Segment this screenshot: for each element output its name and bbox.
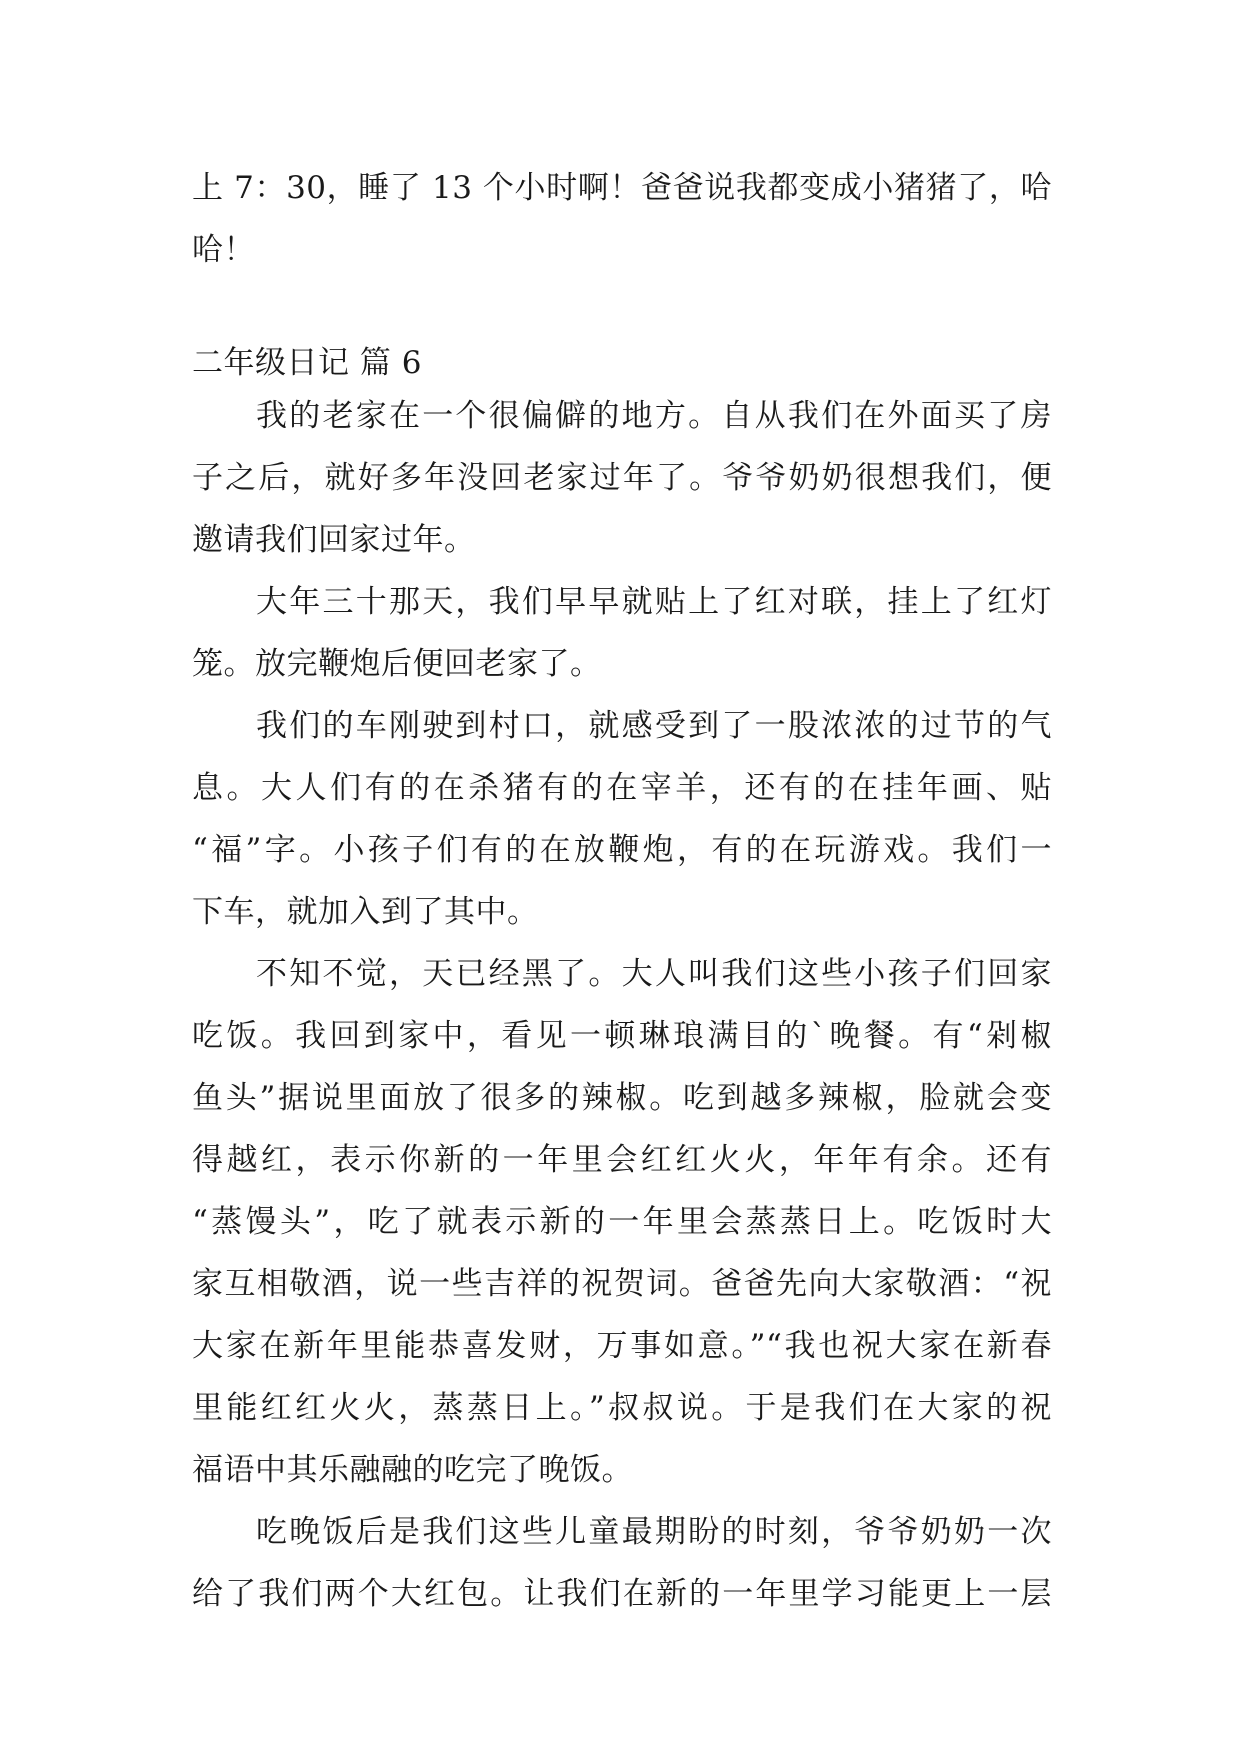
text-line: 大年三十那天，我们早早就贴上了红对联，挂上了红灯 xyxy=(256,584,1052,620)
text-line: 鱼头”据说里面放了很多的辣椒。吃到越多辣椒，脸就会变 xyxy=(192,1080,1052,1116)
text-line: 笼。放完鞭炮后便回老家了。 xyxy=(192,646,602,682)
text-line: 息。大人们有的在杀猪有的在宰羊，还有的在挂年画、贴 xyxy=(192,770,1052,806)
text-line: “蒸馒头”，吃了就表示新的一年里会蒸蒸日上。吃饭时大 xyxy=(192,1204,1052,1240)
text-line: 邀请我们回家过年。 xyxy=(192,522,476,558)
text-line: 不知不觉，天已经黑了。大人叫我们这些小孩子们回家 xyxy=(256,956,1052,992)
text-line: 子之后，就好多年没回老家过年了。爷爷奶奶很想我们，便 xyxy=(192,460,1052,496)
text-line: 吃晚饭后是我们这些儿童最期盼的时刻，爷爷奶奶一次 xyxy=(256,1514,1052,1550)
text-line: 里能红红火火，蒸蒸日上。”叔叔说。于是我们在大家的祝 xyxy=(192,1390,1052,1426)
text-line: 我们的车刚驶到村口，就感受到了一股浓浓的过节的气 xyxy=(256,708,1052,744)
text-line: 大家在新年里能恭喜发财，万事如意。”“我也祝大家在新春 xyxy=(192,1328,1052,1364)
text-line: 家互相敬酒，说一些吉祥的祝贺词。爸爸先向大家敬酒：“祝 xyxy=(192,1266,1052,1302)
text-line: 给了我们两个大红包。让我们在新的一年里学习能更上一层 xyxy=(192,1576,1052,1612)
section-heading: 二年级日记 篇 6 xyxy=(192,345,422,381)
text-line: 得越红，表示你新的一年里会红红火火，年年有余。还有 xyxy=(192,1142,1052,1178)
text-line: “福”字。小孩子们有的在放鞭炮，有的在玩游戏。我们一 xyxy=(192,832,1052,868)
text-line: 下车，就加入到了其中。 xyxy=(192,894,539,930)
text-line: 吃饭。我回到家中，看见一顿琳琅满目的`晚餐。有“剁椒 xyxy=(192,1018,1052,1054)
text-line: 福语中其乐融融的吃完了晚饭。 xyxy=(192,1452,633,1488)
text-line: 哈！ xyxy=(192,232,255,268)
text-line: 我的老家在一个很偏僻的地方。自从我们在外面买了房 xyxy=(256,398,1052,434)
text-line: 上 7：30，睡了 13 个小时啊！爸爸说我都变成小猪猪了，哈 xyxy=(192,170,1052,206)
